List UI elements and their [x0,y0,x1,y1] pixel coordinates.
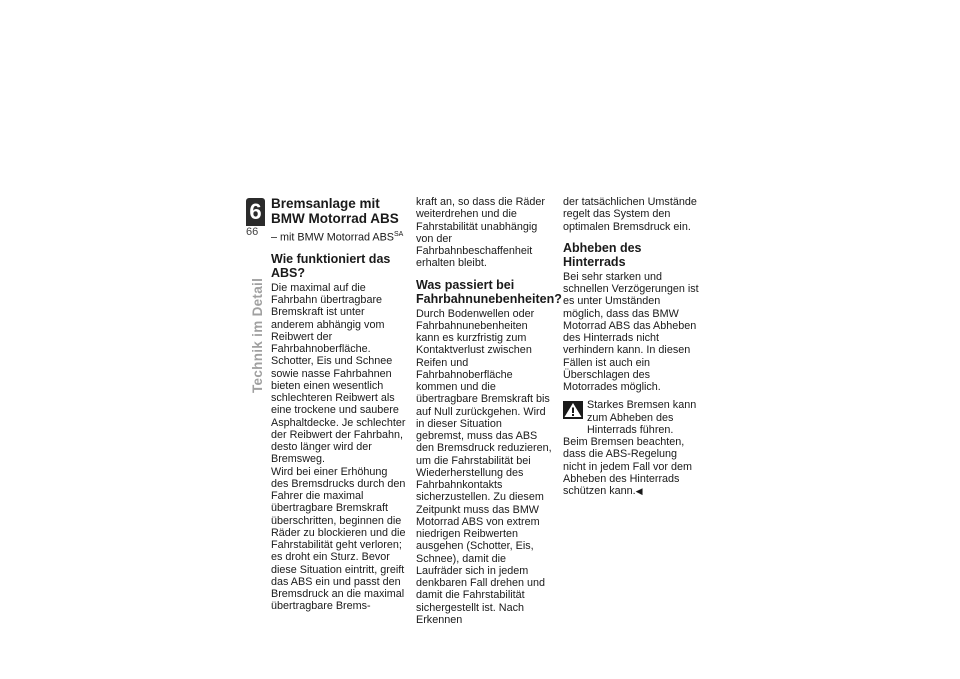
heading-rear-wheel-lift: Abheben des Hinterrads [563,240,642,269]
paragraph-continued: der tatsächlichen Umstände regelt das System den optimalen Bremsdruck ein. [563,196,697,233]
text-column-3 [563,196,699,497]
text-column-2 [416,196,562,626]
chapter-side-label: Technik im Detail [250,277,265,393]
warning-body: Beim Bremsen beachten, dass die ABS-Regelung nicht in jedem Fall vor dem Abheben des Hinterrads schützen kann. [563,436,693,497]
warning-title: Starkes Bremsen kann zum Abheben des Hinterrads führen. [587,399,697,436]
chapter-number-badge: 6 [246,198,265,226]
paragraph: Die maximal auf die Fahrbahn übertragbare Bremskraft ist unter anderem abhängig vom Reibwert der Fahrbahnoberfläche. Schotter, Eis und Schnee sowie nasse Fahrbahnen bieten einen wesentlich schlechteren Reibwert als eine trockene und saubere Asphaltdecke. Je schlechter der Reibwert der Fahrbahn, desto länger wird der Bremsweg. [271,281,406,466]
warning-box [563,399,699,497]
paragraph: Wird bei einer Erhöhung des Bremsdrucks durch den Fahrer die maximal übertragbare Bremskraft überschritten, beginnen die Räder zu blockieren und die Fahrstabilität geht verloren; es droht ein Sturz. Bevor diese Situation eintritt, greift das ABS ein und passt den Bremsdruck an die maximal übertragbare Brems- [271,465,406,613]
paragraph: Durch Bodenwellen oder Fahrbahnunebenheiten kann es kurzfristig zum Kontaktverlust zwischen Reifen und Fahrbahnoberfläche kommen und die übertragbare Bremskraft bis auf Null zurückgehen. Wird in dieser Situation gebremst, muss das ABS den Bremsdruck reduzieren, um die Fahrstabilität bei Wiederherstellung des Fahrbahnkontakts sicherzustellen. Zu diesem Zeitpunkt muss das BMW Motorrad ABS von extrem niedrigen Reibwerten ausgehen (Schotter, Eis, Schnee), damit die Laufräder sich in jedem denkbaren Fall drehen und damit die Fahrstabilität sichergestellt ist. Nach Erkennen [416,307,552,626]
page-number: 66 [246,226,259,238]
subtitle-superscript: SA [394,231,404,238]
section-subtitle [271,229,407,244]
section-title: Bremsanlage mit BMW Motorrad ABS [271,196,399,226]
text-column-1 [271,196,407,613]
subtitle-text: – mit BMW Motorrad ABS [271,231,394,244]
paragraph-continued: kraft an, so dass die Räder weiterdrehen und die Fahrstabilität unabhängig von der Fahrbahnbeschaffenheit erhalten bleibt. [416,196,546,270]
heading-abs-function: Wie funktioniert das ABS? [271,251,391,280]
paragraph: Bei sehr starken und schnellen Verzögerungen ist es unter Umständen möglich, dass das BMW Motorrad ABS das Abheben des Hinterrads nicht verhindern kann. In diesen Fällen ist auch ein Überschlagen des Motorrades möglich. [563,270,699,393]
end-marker-icon: ◀ [635,486,643,496]
heading-road-unevenness: Was passiert bei Fahrbahnunebenheiten? [416,277,562,306]
warning-text [563,436,699,497]
warning-triangle-icon [563,401,583,419]
